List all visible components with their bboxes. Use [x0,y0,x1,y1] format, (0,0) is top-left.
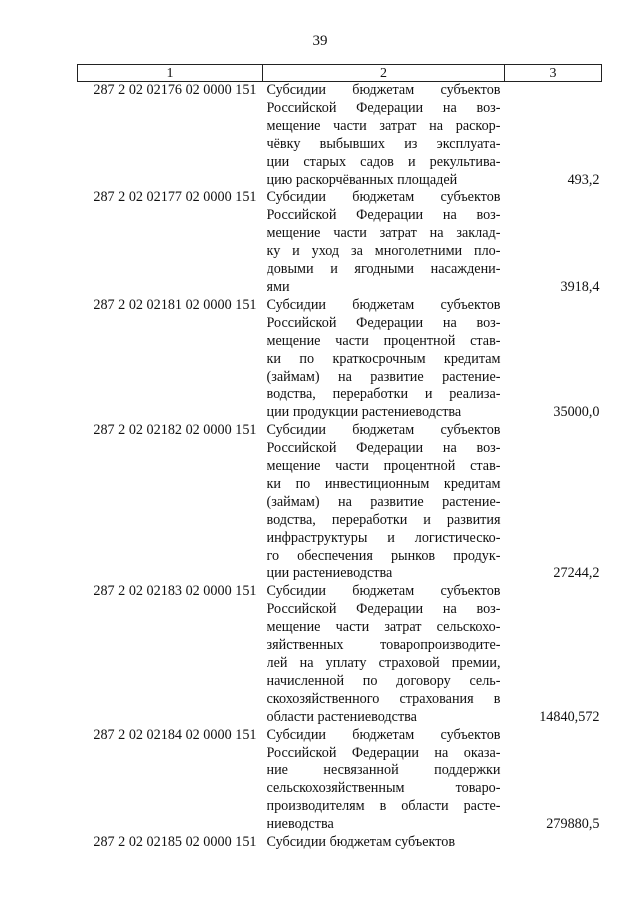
row-description [263,82,505,190]
row-description [263,727,505,834]
description-line: ки по краткосрочным кредитам [266,350,501,367]
amount-value: 27244,2 [553,565,600,582]
description-line: Субсидии бюджетам субъектов [266,583,501,600]
description-line: зяйственных товаропроизводите- [266,637,501,654]
description-line: ку и уход за многолетними пло- [266,243,501,260]
budget-code: 287 2 02 02176 02 0000 151 [93,82,257,98]
page-number: 39 [312,33,328,49]
row-description [263,834,505,852]
description-line: начисленной по договору сель- [266,672,501,689]
description-line: ями [266,278,290,295]
description-line: Российской Федерации на оказа- [266,744,501,761]
description-line: чёвку выбывших из эксплуата- [266,135,501,152]
description-line: Российской Федерации на воз- [266,601,501,618]
row-description [263,422,505,583]
description-line: скохозяйственного страхования в [266,690,501,707]
description-line: водства, переработки и развития [266,511,501,528]
amount-value: 3918,4 [560,278,600,295]
table-body [78,82,602,852]
table-row [78,727,602,834]
description-line: сельскохозяйственным товаро- [266,780,501,797]
description-line: довыми и ягодными насаждени- [266,261,501,278]
header-row [78,65,602,82]
budget-code: 287 2 02 02181 02 0000 151 [93,296,257,313]
budget-code: 287 2 02 02183 02 0000 151 [93,583,257,600]
description-line: Субсидии бюджетам субъектов [266,296,501,313]
description-line: ции растениеводства [266,565,393,582]
description-line: производителям в области расте- [266,798,501,815]
description-line: ние несвязанной поддержки [266,762,501,779]
budget-code: 287 2 02 02182 02 0000 151 [93,422,257,439]
description-line: Субсидии бюджетам субъектов [266,189,501,206]
amount-value: 493,2 [567,171,600,188]
description-line: го обеспечения рынков продук- [266,547,501,564]
amount-value: 14840,572 [539,708,600,725]
description-line: Субсидии бюджетам субъектов [266,834,456,851]
description-line: мещение части процентной став- [266,332,501,349]
description-line: мещение части процентной став- [266,458,501,475]
budget-code: 287 2 02 02185 02 0000 151 [93,834,257,851]
column-header-3: 3 [505,65,602,82]
description-line: цию раскорчёванных площадей [266,171,458,188]
table-row [78,834,602,852]
description-line: водства, переработки и реализа- [266,386,501,403]
description-line: ции продукции растениеводства [266,404,462,421]
description-line: ки по инвестиционным кредитам [266,475,501,492]
column-header-1: 1 [78,65,263,82]
table-row [78,82,602,190]
description-line: Российской Федерации на воз- [266,440,501,457]
description-line: Российской Федерации на воз- [266,99,501,116]
table-row [78,189,602,296]
description-line: лей на уплату страховой премии, [266,655,501,671]
amount-value: 279880,5 [546,816,600,833]
table-row [78,583,602,726]
description-line: инфраструктуры и логистическо- [266,529,501,546]
description-line: (займам) на развитие растение- [266,493,501,510]
description-line: (займам) на развитие растение- [266,368,501,385]
row-description [263,189,505,296]
row-description [263,583,505,726]
description-line: ции старых садов и рекультива- [266,153,501,170]
description-line: Субсидии бюджетам субъектов [266,422,501,439]
table-header [78,65,602,82]
table-row [78,422,602,583]
budget-code: 287 2 02 02177 02 0000 151 [93,189,257,206]
description-line: области растениеводства [266,708,417,725]
budget-table [77,64,602,852]
description-line: мещение части затрат сельскохо- [266,619,501,636]
description-line: Субсидии бюджетам субъектов [266,82,501,98]
table-row [78,297,602,422]
description-line: Российской Федерации на воз- [266,314,501,331]
description-line: ниеводства [266,816,334,833]
column-header-2: 2 [263,65,505,82]
amount-value [505,834,602,852]
budget-code: 287 2 02 02184 02 0000 151 [93,726,257,743]
description-line: Российской Федерации на воз- [266,207,501,224]
row-description [263,297,505,422]
description-line: Субсидии бюджетам субъектов [266,726,501,743]
amount-value: 35000,0 [553,404,600,421]
description-line: мещение части затрат на раскор- [266,117,501,134]
description-line: мещение части затрат на заклад- [266,225,501,242]
